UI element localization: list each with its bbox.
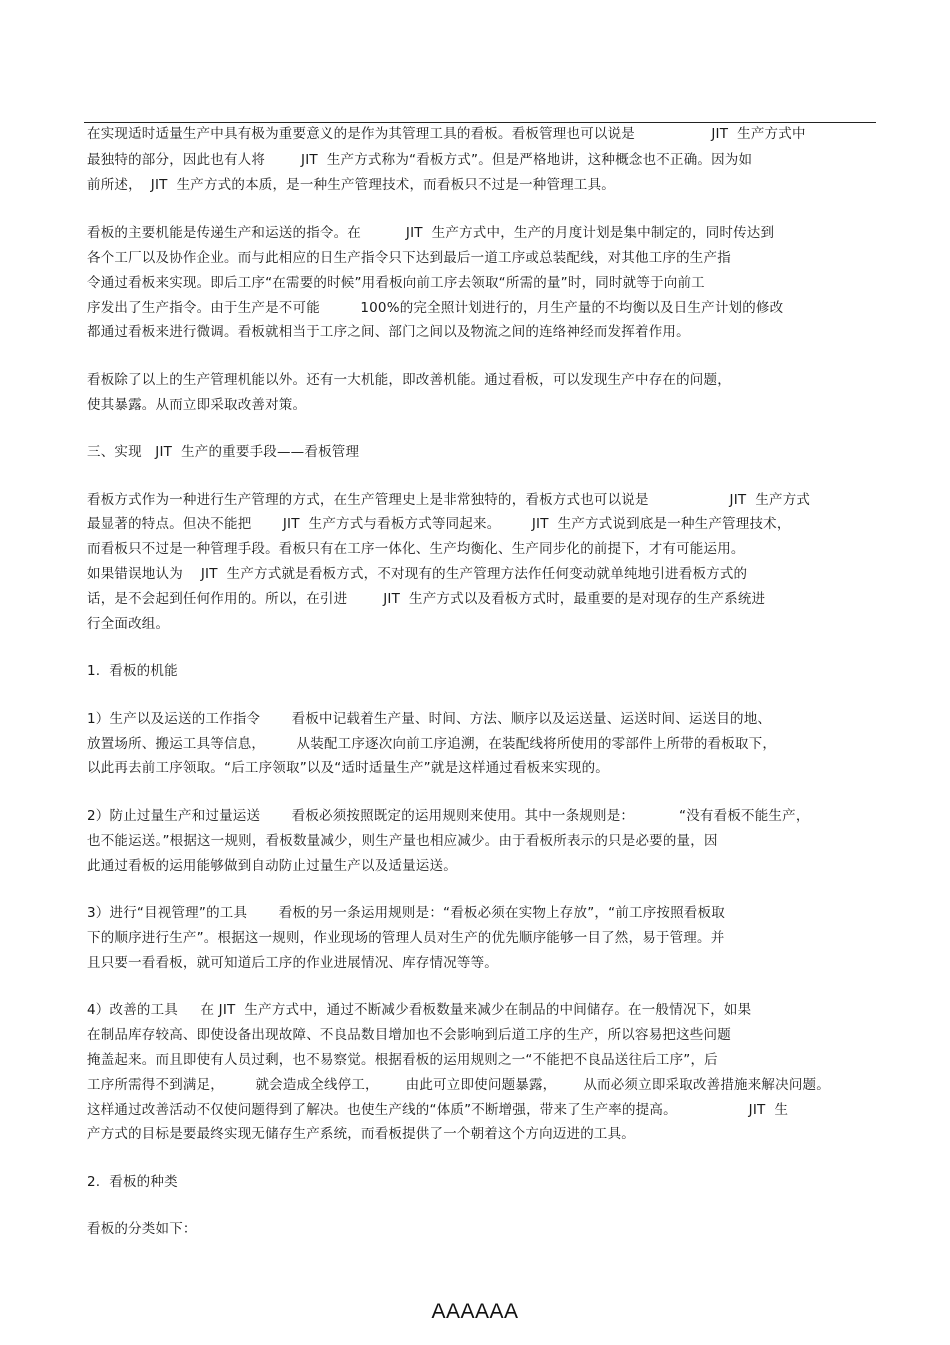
text-line: 前所述， JIT 生产方式的本质，是一种生产管理技术，而看板只不过是一种管理工具。 [87, 177, 615, 193]
text-line: 也不能运送。”根据这一规则，看板数量减少，则生产量也相应减少。由于看板所表示的只是必要的量，因 [87, 833, 718, 849]
text-line: 如果错误地认为 JIT 生产方式就是看板方式，不对现有的生产管理方法作任何变动就单纯地引进看板方式的 [87, 566, 748, 582]
text-line: 序发出了生产指令。由于生产是不可能 100%的完全照计划进行的，月生产量的不均衡以及日生产计划的修改 [87, 300, 784, 316]
text-line: 工序所需得不到满足， 就会造成全线停工， 由此可立即使问题暴露， 从而必须立即采取改善措施来解决问题。 [87, 1077, 830, 1093]
text-line: 掩盖起来。而且即使有人员过剩，也不易察觉。根据看板的运用规则之一“不能把不良品送往后工序”，后 [87, 1052, 718, 1068]
text-line: 都通过看板来进行微调。看板就相当于工序之间、部门之间以及物流之间的连络神经而发挥着作用。 [87, 324, 690, 340]
text-line: 看板的分类如下： [87, 1221, 197, 1237]
text-line: 这样通过改善活动不仅使问题得到了解决。也使生产线的“体质”不断增强，带来了生产率的提高。 JIT 生 [87, 1102, 789, 1118]
text-line: 使其暴露。从而立即采取改善对策。 [87, 397, 307, 413]
text-line: 话，是不会起到任何作用的。所以，在引进 JIT 生产方式以及看板方式时，最重要的是对现存的生产系统进 [87, 591, 766, 607]
text-line: 看板除了以上的生产管理机能以外。还有一大机能，即改善机能。通过看板，可以发现生产中存在的问题， [87, 372, 731, 388]
text-line: 令通过看板来实现。即后工序“在需要的时候”用看板向前工序去领取“所需的量”时，同时就等于向前工 [87, 275, 705, 291]
text-line: 最独特的部分，因此也有人将 JIT 生产方式称为“看板方式”。但是严格地讲，这种概念也不正确。因为如 [87, 152, 753, 168]
text-line: 看板方式作为一种进行生产管理的方式，在生产管理史上是非常独特的，看板方式也可以说是 JIT 生产方式 [87, 492, 811, 508]
text-line: 产方式的目标是要最终实现无储存生产系统，而看板提供了一个朝着这个方向迈进的工具。 [87, 1126, 635, 1142]
text-line: 在制品库存较高、即使设备出现故障、不良品数目增加也不会影响到后道工序的生产，所以容易把这些问题 [87, 1027, 731, 1043]
text-line: 4）改善的工具 在 JIT 生产方式中，通过不断减少看板数量来减少在制品的中间储存。在一般情况下，如果 [87, 1002, 752, 1018]
subsection-heading: 2. 看板的种类 [87, 1174, 178, 1190]
text-line: 行全面改组。 [87, 616, 170, 632]
subsection-heading: 1. 看板的机能 [87, 663, 178, 679]
text-line: 各个工厂以及协作企业。而与此相应的日生产指令只下达到最后一道工序或总装配线，对其他工序的生产指 [87, 250, 731, 266]
text-line: 放置场所、搬运工具等信息， 从装配工序逐次向前工序追溯，在装配线将所使用的零部件上所带的看板取下， [87, 736, 777, 752]
text-line: 以此再去前工序领取。“后工序领取”以及“适时适量生产”就是这样通过看板来实现的。 [87, 760, 609, 776]
text-line: 下的顺序进行生产”。根据这一规则，作业现场的管理人员对生产的优先顺序能够一目了然，易于管理。并 [87, 930, 725, 946]
text-line: 在实现适时适量生产中具有极为重要意义的是作为其管理工具的看板。看板管理也可以说是 JIT 生产方式中 [87, 126, 806, 142]
page-footer: AAAAAA [431, 1300, 519, 1323]
text-line: 而看板只不过是一种管理手段。看板只有在工序一体化、生产均衡化、生产同步化的前提下，才有可能运用。 [87, 541, 745, 557]
text-line: 3）进行“目视管理”的工具 看板的另一条运用规则是：“看板必须在实物上存放”，“前工序按照看板取 [87, 905, 725, 921]
text-line: 看板的主要机能是传递生产和运送的指令。在 JIT 生产方式中，生产的月度计划是集中制定的，同时传达到 [87, 225, 775, 241]
text-line: 2）防止过量生产和过量运送 看板必须按照既定的运用规则来使用。其中一条规则是： “没有看板不能生产， [87, 808, 810, 824]
text-line: 此通过看板的运用能够做到自动防止过量生产以及适量运送。 [87, 858, 457, 874]
section-heading: 三、实现 JIT 生产的重要手段——看板管理 [87, 444, 360, 460]
text-line: 且只要一看看板，就可知道后工序的作业进展情况、库存情况等等。 [87, 955, 498, 971]
header-rule [84, 122, 876, 123]
text-line: 最显著的特点。但决不能把 JIT 生产方式与看板方式等同起来。 JIT 生产方式说到底是一种生产管理技术， [87, 516, 791, 532]
text-line: 1）生产以及运送的工作指令 看板中记载着生产量、时间、方法、顺序以及运送量、运送时间、运送目的地、 [87, 711, 772, 727]
